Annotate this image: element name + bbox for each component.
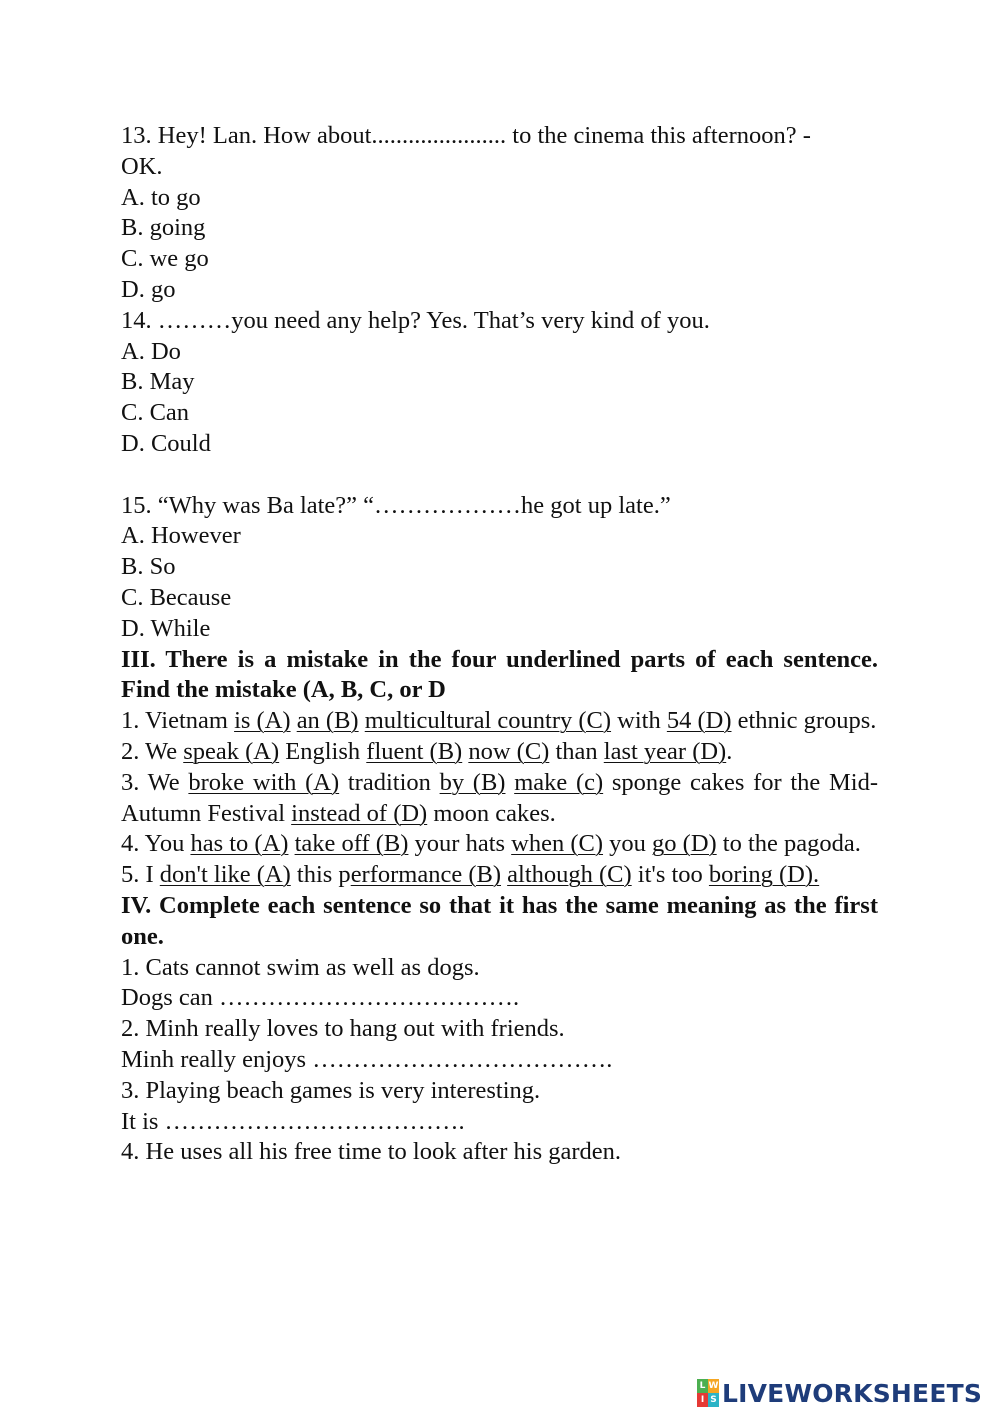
text: this p [290,861,351,889]
liveworksheets-logo-text: LIVEWORKSHEETS [722,1378,983,1408]
logo-mark-cell: L [697,1379,708,1393]
option-c: C. we go [121,245,209,273]
option-a: A. However [121,522,241,550]
section-4 [121,891,878,1168]
underlined-part-c: when (C) [511,830,604,858]
section-4-heading: IV. Complete each sentence so that it has the same meaning as the first one. [121,891,878,950]
underlined-part-c: make (c) [514,768,604,796]
text: your hats [408,830,512,858]
option-d: D. go [121,275,176,303]
question-14 [121,306,878,460]
text: 3. We [121,768,189,796]
underlined-part-d: boring (D). [708,861,820,889]
rewrite-original-3: 3. Playing beach games is very interesting. [121,1076,541,1104]
underlined-part-b: fluent (B) [366,737,463,765]
text: tradition [339,768,440,796]
text: . [726,737,733,765]
error-sentence-4 [121,829,878,860]
section-3 [121,645,878,891]
text: it's too [631,861,709,889]
logo-mark-cell: S [708,1393,719,1407]
error-sentence-2 [121,737,878,768]
underlined-part-d: go (D) [652,830,717,858]
text: English [279,737,367,765]
question-13 [121,121,878,306]
liveworksheets-logo [697,1377,982,1409]
text: than [549,737,604,765]
rewrite-answer-1: Dogs can ………………………………. [121,984,520,1012]
underlined-part-a: broke with (A) [188,768,340,796]
text: ethnic groups. [731,707,877,735]
liveworksheets-logo-icon [697,1379,719,1407]
option-b: B. going [121,214,206,242]
rewrite-answer-3: It is ………………………………. [121,1107,465,1135]
text [505,769,514,796]
rewrite-original-4: 4. He uses all his free time to look after his garden. [121,1138,622,1166]
option-d: D. Could [121,429,211,457]
rewrite-answer-2: Minh really enjoys ………………………………. [121,1045,613,1073]
underlined-part-b: take off (B) [294,830,409,858]
question-14-stem: 14. ………you need any help? Yes. That’s very kind of you. [121,306,710,334]
option-b: B. So [121,553,176,581]
option-a: A. Do [121,337,181,365]
logo-mark-cell: I [697,1393,708,1407]
underlined-part-d: last year (D) [603,737,727,765]
text: 4. You [121,830,191,858]
option-c: C. Can [121,399,190,427]
underlined-part-a: speak (A) [183,737,280,765]
underlined-part-b: erformance (B) [350,861,502,889]
option-b: B. May [121,368,195,396]
underlined-part-b: an (B) [296,707,359,735]
underlined-part-c: now (C) [468,737,550,765]
question-13-stem: 13. Hey! Lan. How about...................... to the cinema this afternoon? - [121,122,811,149]
logo-mark-cell: W [708,1381,719,1391]
underlined-part-b: by (B) [439,768,506,796]
underlined-part-c: multicultural country (C) [364,707,612,735]
section-3-heading: III. There is a mistake in the four underlined parts of each sentence. Find the mistake (A, B, C, or D [121,645,878,704]
underlined-part-a: don't like (A) [159,861,291,889]
blank-line [121,460,878,491]
underlined-part-d: instead of (D) [291,799,428,827]
text: you [603,830,653,858]
text: moon cakes. [427,799,556,827]
underlined-part-d: 54 (D) [666,707,732,735]
worksheet [121,121,878,1168]
text: 5. I [121,861,160,889]
text: to the pagoda. [716,830,861,858]
text: with [611,707,667,735]
question-13-stem-cont: OK. [121,152,163,180]
rewrite-original-1: 1. Cats cannot swim as well as dogs. [121,953,480,981]
error-sentence-1 [121,706,878,737]
error-sentence-3 [121,768,878,830]
option-c: C. Because [121,583,232,611]
question-15 [121,491,878,645]
underlined-part-c: although (C) [507,861,632,889]
option-a: A. to go [121,183,201,211]
text: sponge cakes for the Mid-Autumn Festival [121,768,879,827]
text: 1. Vietnam [121,707,235,735]
question-15-stem: 15. “Why was Ba late?” “………………he got up late.” [121,491,671,519]
rewrite-original-2: 2. Minh really loves to hang out with friends. [121,1015,565,1043]
underlined-part-a: is (A) [234,707,291,735]
underlined-part-a: has to (A) [190,830,289,858]
error-sentence-5 [121,860,878,891]
option-d: D. While [121,614,211,642]
text: 2. We [121,737,184,765]
